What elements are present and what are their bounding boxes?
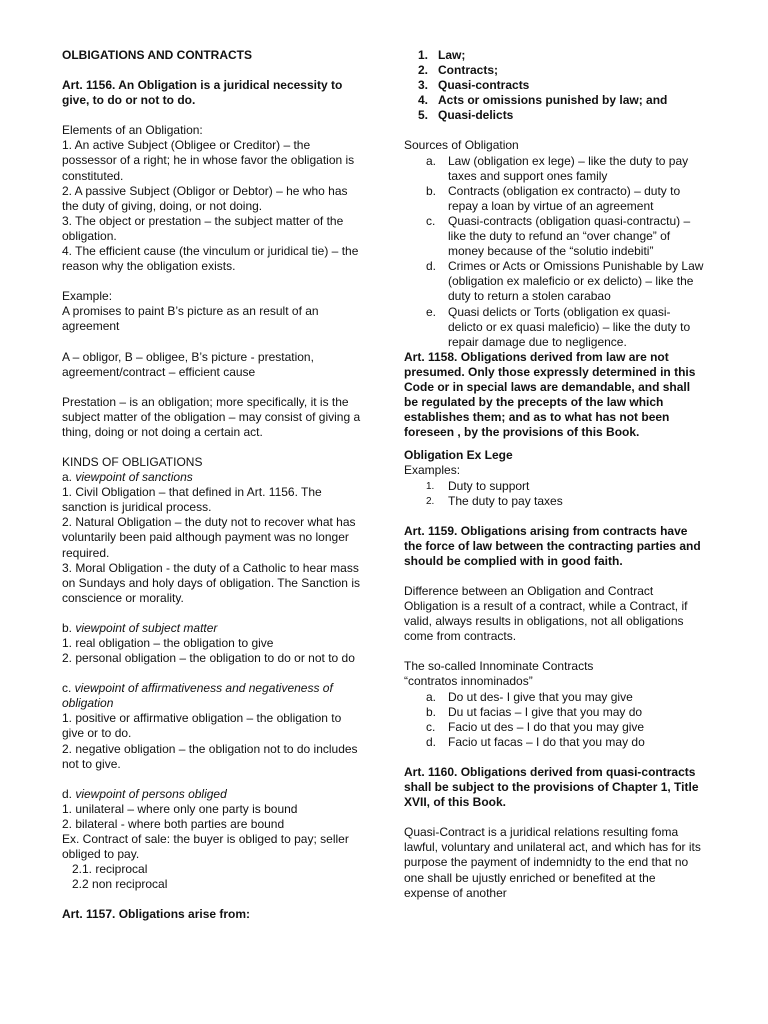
list-number: 1.: [426, 480, 435, 492]
list-text: Contracts (obligation ex contracto) – duty to repay a loan by virtue of an agreement: [448, 183, 681, 213]
kind-item: 2. personal obligation – the obligation to do or not to do: [62, 651, 355, 666]
list-text: Quasi delicts or Torts (obligation ex quasi-delicto or ex quasi maleficio) – like the duty to repair damage due to negligence.: [448, 304, 691, 349]
kind-item: Ex. Contract of sale: the buyer is obliged to pay; seller obliged to pay.: [62, 832, 349, 862]
list-item: [404, 705, 704, 720]
kind-item: 1. Civil Obligation – that defined in Art. 1156. The sanction is juridical process.: [62, 485, 322, 515]
element-item: 2. A passive Subject (Obligor or Debtor) – he who has the duty of giving, doing, or not doing.: [62, 183, 348, 213]
list-number: 5.: [418, 108, 429, 123]
list-text: Quasi-contracts: [438, 78, 530, 93]
list-letter: d.: [426, 734, 437, 749]
list-text: Duty to support: [448, 478, 530, 493]
kind-b-label: b.: [62, 620, 76, 635]
kind-a-label: a.: [62, 470, 76, 485]
list-letter: d.: [426, 259, 437, 274]
list-text: Facio ut facas – I do that you may do: [448, 734, 645, 749]
kind-d-title: viewpoint of persons obliged: [75, 786, 227, 801]
element-item: 1. An active Subject (Obligee or Creditor) – the possessor of a right; he in whose favor the obligation is constituted.: [62, 138, 355, 183]
left-column: [62, 48, 362, 923]
quasi-contract-definition: Quasi-Contract is a juridical relations resulting foma lawful, voluntary and unilateral act, and which has for its purpose the payment of indemnidty to the end that no one shall be ujustly enriched or benefited at the expense of another: [404, 825, 701, 900]
kind-a-title: viewpoint of sanctions: [75, 470, 193, 485]
list-item: [404, 184, 704, 214]
innominate-heading: The so-called Innominate Contracts: [404, 659, 594, 674]
arise-list: [404, 48, 704, 123]
list-item: [404, 494, 704, 509]
element-item: 3. The object or prestation – the subject matter of the obligation.: [62, 213, 344, 243]
kind-d-heading: [62, 787, 362, 802]
ex-lege-list: [404, 479, 704, 509]
list-text: Du ut facias – I give that you may do: [448, 704, 643, 719]
list-text: Quasi-delicts: [438, 108, 514, 123]
elements-heading: Elements of an Obligation:: [62, 123, 203, 138]
kind-b-title: viewpoint of subject matter: [75, 620, 218, 635]
article-1158: Art. 1158. Obligations derived from law are not presumed. Only those expressly determined in this Code or in special laws are demandable, and shall be regulated by the precepts of the law which establishes them; and as to what has not been foreseen , by the provisions of this Book.: [404, 349, 696, 440]
innominate-list: [404, 690, 704, 750]
list-text: Quasi-contracts (obligation quasi-contractu) – like the duty to refund an “over change” of money because of the “solutio indebiti”: [448, 213, 691, 259]
example-parts: A – obligor, B – obligee, B’s picture - prestation, agreement/contract – efficient cause: [62, 349, 314, 379]
kind-item: 1. unilateral – where only one party is bound: [62, 801, 298, 816]
list-item: [404, 63, 704, 78]
element-item: 4. The efficient cause (the vinculum or juridical tie) – the reason why the obligation exists.: [62, 244, 359, 274]
article-1159: Art. 1159. Obligations arising from contracts have the force of law between the contracting parties and should be complied with in good faith.: [404, 523, 701, 568]
kind-d-label: d.: [62, 786, 76, 801]
sources-list: [404, 154, 704, 350]
list-text: Do ut des- I give that you may give: [448, 689, 633, 704]
list-item: [404, 690, 704, 705]
kind-c-heading: [62, 681, 362, 711]
kind-item: 1. real obligation – the obligation to give: [62, 636, 274, 650]
article-1157: Art. 1157. Obligations arise from:: [62, 907, 251, 922]
list-text: Facio ut des – I do that you may give: [448, 719, 645, 734]
list-letter: a.: [426, 153, 437, 168]
kind-item: 2. Natural Obligation – the duty not to recover what has voluntarily been paid although payment was no longer required.: [62, 515, 356, 560]
list-item: [404, 93, 704, 108]
kind-item: 1. positive or affirmative obligation – the obligation to give or to do.: [62, 711, 342, 741]
list-item: [404, 78, 704, 93]
list-letter: e.: [426, 304, 437, 319]
difference-paragraph: Difference between an Obligation and Contract Obligation is a result of a contract, while a Contract, if valid, always results in obligations, not all obligations come from contracts.: [404, 584, 688, 644]
list-item: [404, 108, 704, 123]
kind-subitem: 2.1. reciprocal: [72, 862, 148, 877]
list-letter: b.: [426, 704, 437, 719]
list-text: Law;: [438, 48, 466, 62]
list-text: Crimes or Acts or Omissions Punishable by Law (obligation ex maleficio or ex delicto) – like the duty to return a stolen carabao: [448, 259, 704, 304]
list-item: [404, 48, 704, 63]
kind-b-heading: [62, 621, 362, 636]
kinds-heading: KINDS OF OBLIGATIONS: [62, 454, 203, 469]
kind-item: 2. bilateral - where both parties are bound: [62, 816, 285, 831]
list-number: 2.: [418, 63, 429, 78]
kind-a-heading: [62, 470, 362, 485]
list-text: Law (obligation ex lege) – like the duty to pay taxes and support ones family: [448, 153, 689, 183]
kind-c-label: c.: [62, 681, 75, 696]
article-1160: Art. 1160. Obligations derived from quasi-contracts shall be subject to the provisions of Chapter 1, Title XVII, of this Book.: [404, 764, 699, 810]
sources-heading: Sources of Obligation: [404, 138, 519, 153]
prestation-definition: Prestation – is an obligation; more specifically, it is the subject matter of the obligation – may consist of giving a thing, doing or not doing a certain act.: [62, 394, 361, 439]
examples-label: Examples:: [404, 463, 461, 478]
list-number: 3.: [418, 78, 429, 93]
kind-subitem: 2.2 non reciprocal: [72, 877, 168, 892]
right-column: [404, 48, 704, 901]
list-item: [404, 154, 704, 184]
list-item: [404, 305, 704, 350]
list-text: Acts or omissions punished by law; and: [438, 93, 668, 108]
list-text: Contracts;: [438, 63, 499, 78]
list-item: [404, 720, 704, 735]
ex-lege-heading: Obligation Ex Lege: [404, 448, 513, 463]
list-letter: c.: [426, 719, 436, 734]
list-item: [404, 259, 704, 304]
list-item: [404, 214, 704, 259]
list-text: The duty to pay taxes: [448, 493, 563, 508]
kind-item: 3. Moral Obligation - the duty of a Catholic to hear mass on Sundays and holy days of obligation. The Sanction is conscience or morality.: [62, 560, 360, 605]
kind-c-title: viewpoint of affirmativeness and negativeness of obligation: [62, 681, 333, 711]
document-title: OLBIGATIONS AND CONTRACTS: [62, 48, 252, 62]
innominate-subheading: “contratos innominados”: [404, 674, 533, 689]
kind-item: 2. negative obligation – the obligation not to do includes not to give.: [62, 741, 358, 771]
list-number: 2.: [426, 495, 435, 507]
list-number: 4.: [418, 93, 429, 108]
list-number: 1.: [418, 48, 429, 62]
list-item: [404, 735, 704, 750]
example-heading: Example:: [62, 289, 113, 304]
article-1156: Art. 1156. An Obligation is a juridical necessity to give, to do or not to do.: [62, 78, 343, 108]
list-item: [404, 479, 704, 494]
example-text: A promises to paint B’s picture as an result of an agreement: [62, 304, 319, 334]
list-letter: b.: [426, 183, 437, 198]
list-letter: c.: [426, 213, 436, 228]
list-letter: a.: [426, 689, 437, 704]
